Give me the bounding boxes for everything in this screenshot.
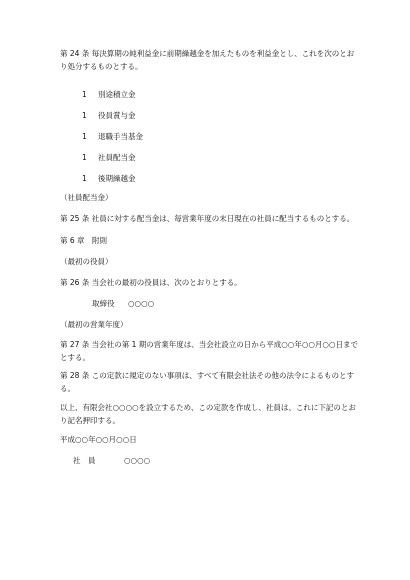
article-25: 第 25 条 社員に対する配当金は、毎営業年度の末日現在の社員に配当するものとする。	[60, 214, 355, 223]
list-item	[82, 88, 136, 101]
heading-first-year: （最初の営業年度）	[60, 320, 128, 329]
chapter-6-heading: 第 6 章 附則	[60, 236, 108, 245]
item-label: 退職手当基金	[98, 132, 143, 141]
item-number: 1	[82, 90, 87, 99]
item-label: 社員配当金	[98, 153, 136, 162]
heading-first-officers: （最初の役員）	[60, 257, 113, 266]
article-24: 第 24 条 毎決算期の純利益金に前期繰越金を加えたものを利益金とし、これを次のとおり処分するものとする。	[60, 49, 355, 71]
closing-paragraph: 以上、有限会社○○○○を設立するため、この定款を作成し、社員は、これに下記のとおり記名押印する。	[60, 403, 356, 425]
director-title: 取締役	[92, 299, 115, 308]
article-26: 第 26 条 当会社の最初の役員は、次のとおりとする。	[60, 278, 242, 287]
list-item	[82, 151, 136, 164]
item-label: 後期繰越金	[98, 174, 136, 183]
list-item	[82, 130, 143, 143]
item-number: 1	[82, 132, 87, 141]
list-item	[82, 109, 136, 122]
item-label: 別途積立金	[98, 90, 136, 99]
item-number: 1	[82, 174, 87, 183]
article-28: 第 28 条 この定款に規定のない事項は、すべて有限会社法その他の法令によるものとする。	[60, 371, 355, 393]
heading-dividend: （社員配当金）	[60, 193, 113, 202]
member-title: 社 員	[73, 456, 96, 465]
member-name: ○○○○	[124, 456, 151, 465]
article-27: 第 27 条 当会社の第 1 期の営業年度は、当会社設立の日から平成○○年○○月○○日までとする。	[60, 340, 358, 362]
date-line: 平成○○年○○月○○日	[60, 435, 137, 444]
list-item	[82, 172, 136, 185]
director-name: ○○○○	[128, 299, 155, 308]
item-number: 1	[82, 153, 87, 162]
item-number: 1	[82, 111, 87, 120]
item-label: 役員賞与金	[98, 111, 136, 120]
